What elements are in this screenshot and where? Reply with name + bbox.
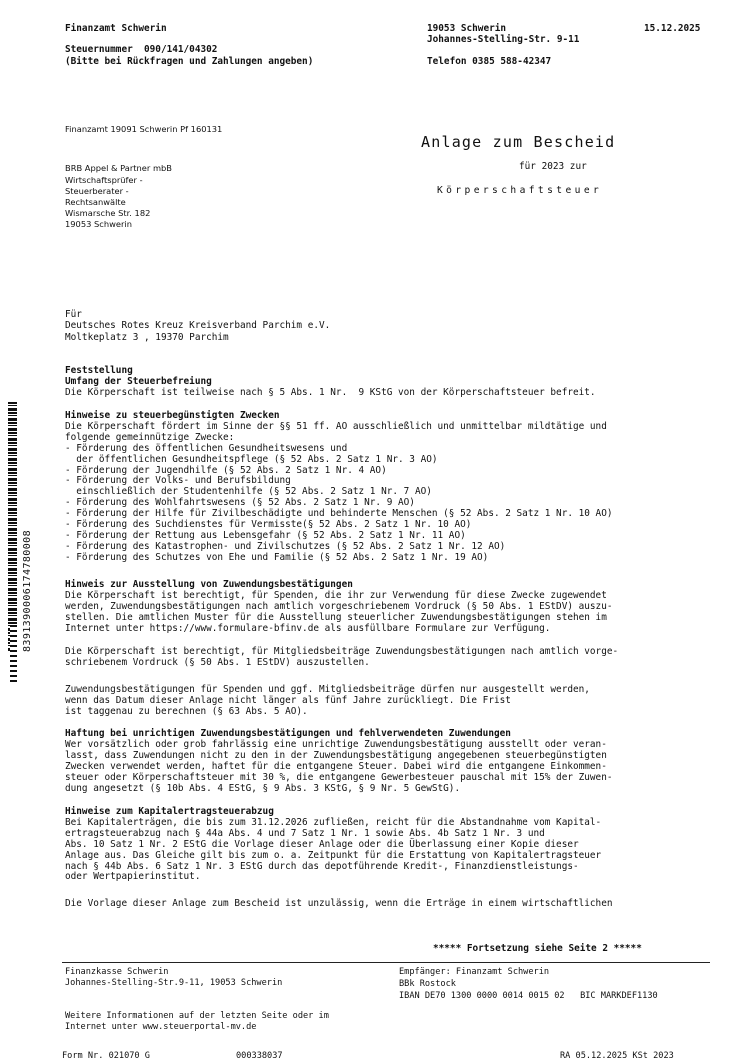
body-line: werden, Zuwendungsbestätigungen nach amtlich vorgeschriebenem Vordruck (§ 50 Abs. 1 EStDV) auszu- — [65, 600, 613, 612]
body-line: - Förderung des Wohlfahrtswesens (§ 52 Abs. 2 Satz 1 Nr. 9 AO) — [65, 497, 415, 509]
body-line: Die Vorlage dieser Anlage zum Bescheid ist unzulässig, wenn die Erträge in einem wirtschaftlichen — [65, 898, 613, 909]
section-heading: Hinweise zum Kapitalertragsteuerabzug — [65, 806, 274, 817]
body-line: steuer oder Körperschaftsteuer mit 30 %, die entgangene Gewerbesteuer pauschal mit 15% der Zuwen- — [65, 771, 613, 783]
body-line: Abs. 10 Satz 1 Nr. 2 EStG die Vorlage dieser Anlage oder die Überlassung einer Kopie dieser — [65, 838, 579, 850]
footer-info: Weitere Informationen auf der letzten Seite oder im — [65, 1011, 329, 1021]
recipient-line: BRB Appel & Partner mbB — [65, 163, 172, 173]
scan-marks — [10, 625, 17, 685]
body-line: - Förderung der Jugendhilfe (§ 52 Abs. 2 Satz 1 Nr. 4 AO) — [65, 464, 387, 476]
body-line: Internet unter https://www.formulare-bfinv.de als ausfüllbare Formulare zur Verfügung. — [65, 622, 551, 634]
form-number: Form Nr. 021070 G — [62, 1051, 150, 1061]
body-line: - Förderung der Hilfe für Zivilbeschädigte und behinderte Menschen (§ 52 Abs. 2 Satz 1 Nr. 10 AO) — [65, 508, 613, 520]
organization-address: Moltkeplatz 3 , 19370 Parchim — [65, 332, 229, 343]
body-line: ertragsteuerabzug nach § 44a Abs. 4 und 7 Satz 1 Nr. 1 sowie Abs. 4b Satz 1 Nr. 3 und — [65, 827, 545, 839]
recipient-line: 19053 Schwerin — [65, 219, 132, 229]
body-line: Umfang der Steuerbefreiung — [65, 375, 212, 387]
body-line: wenn das Datum dieser Anlage nicht länger als fünf Jahre zurückliegt. Die Frist — [65, 694, 511, 706]
body-line: - Förderung des Katastrophen- und Zivilschutzes (§ 52 Abs. 2 Satz 1 Nr. 12 AO) — [65, 540, 506, 552]
body-line: nach § 44b Abs. 6 Satz 1 Nr. 3 EStG durch das depotführende Kredit-, Finanzdienstleistungs- — [65, 860, 579, 872]
footer-website: Internet unter www.steuerportal-mv.de — [65, 1022, 257, 1032]
body-line: - Förderung des öffentlichen Gesundheitswesens und — [65, 442, 348, 454]
footer-cashier-address: Johannes-Stelling-Str.9-11, 19053 Schwerin — [65, 978, 283, 988]
footer-bank: BBk Rostock — [399, 979, 456, 989]
body-line: Anlage aus. Das Gleiche gilt bis zum o. a. Zeitpunkt für die Erstattung von Kapitalertragsteuer — [65, 849, 602, 861]
body-line: einschließlich der Studentenhilfe (§ 52 Abs. 2 Satz 1 Nr. 7 AO) — [65, 486, 432, 498]
organization-name: Deutsches Rotes Kreuz Kreisverband Parchim e.V. — [65, 320, 331, 331]
body-line: Die Körperschaft ist berechtigt, für Spenden, die ihr zur Verwendung für diese Zwecke zugewendet — [65, 589, 607, 601]
form-reference: RA 05.12.2025 KSt 2023 — [560, 1051, 674, 1061]
body-line: dung angesetzt (§ 10b Abs. 4 EStG, § 9 Abs. 3 KStG, § 9 Nr. 5 GewStG). — [65, 782, 461, 794]
continuation-note: ***** Fortsetzung siehe Seite 2 ***** — [433, 943, 642, 954]
body-line: Bei Kapitalerträgen, die bis zum 31.12.2026 zufließen, reicht für die Abstandnahme vom Kapital- — [65, 816, 602, 828]
section-heading: Hinweise zu steuerbegünstigten Zwecken — [65, 410, 280, 421]
body-line: - Förderung des Suchdienstes für Vermisste(§ 52 Abs. 2 Satz 1 Nr. 10 AO) — [65, 519, 472, 530]
footer-iban: IBAN DE70 1300 0000 0014 0015 02 BIC MARKDEF1130 — [399, 991, 658, 1001]
document-date: 15.12.2025 — [644, 23, 701, 34]
footer-divider — [62, 962, 710, 963]
recipient-line: Wismarsche Str. 182 — [65, 208, 151, 218]
body-line: Wer vorsätzlich oder grob fahrlässig eine unrichtige Zuwendungsbestätigung ausstellt oder veran- — [65, 738, 607, 750]
body-line: Zwecken verwendet werden, haftet für die entgangene Steuer. Dabei wird die entgangene Einkommen- — [65, 760, 607, 772]
footer-cashier: Finanzkasse Schwerin — [65, 967, 169, 977]
barcode — [8, 402, 17, 652]
recipient-line: Rechtsanwälte — [65, 197, 126, 207]
body-line: - Förderung der Rettung aus Lebensgefahr (§ 52 Abs. 2 Satz 1 Nr. 11 AO) — [65, 529, 466, 541]
body-line: ist taggenau zu berechnen (§ 63 Abs. 5 AO). — [65, 705, 308, 717]
footer-payee: Empfänger: Finanzamt Schwerin — [399, 967, 550, 977]
body-line: Zuwendungsbestätigungen für Spenden und ggf. Mitgliedsbeiträge dürfen nur ausgestellt werden, — [65, 684, 590, 695]
tax-number: Steuernummer 090/141/04302 — [65, 44, 218, 55]
tax-number-hint: (Bitte bei Rückfragen und Zahlungen angeben) — [65, 56, 314, 67]
body-line: - Förderung des Schutzes von Ehe und Familie (§ 52 Abs. 2 Satz 1 Nr. 19 AO) — [65, 551, 489, 563]
section-heading: Feststellung — [65, 365, 133, 376]
office-city: 19053 Schwerin — [427, 23, 507, 34]
form-code: 000338037 — [236, 1051, 283, 1061]
body-line: Die Körperschaft ist teilweise nach § 5 Abs. 1 Nr. 9 KStG von der Körperschaftsteuer befreit. — [65, 386, 596, 398]
body-line: lasst, dass Zuwendungen nicht zu den in der Zuwendungsbestätigung angegebenen steuerbegünstigten — [65, 749, 607, 761]
document-year: für 2023 zur — [519, 161, 587, 172]
document-title: Anlage zum Bescheid — [421, 133, 616, 151]
sender-return-line: Finanzamt 19091 Schwerin Pf 160131 — [65, 124, 223, 134]
body-line: oder Wertpapierinstitut. — [65, 871, 201, 883]
for-label: Für — [65, 309, 82, 320]
body-line: folgende gemeinnützige Zwecke: — [65, 431, 235, 443]
tax-type: Körperschaftsteuer — [437, 185, 603, 196]
section-heading: Haftung bei unrichtigen Zuwendungsbestätigungen und fehlverwendeten Zuwendungen — [65, 728, 511, 739]
barcode-number: 8391390006174780008 — [22, 530, 33, 652]
body-line: Die Körperschaft fördert im Sinne der §§ 51 ff. AO ausschließlich und unmittelbar mildtätige und — [65, 420, 607, 432]
body-line: Die Körperschaft ist berechtigt, für Mitgliedsbeiträge Zuwendungsbestätigungen nach amtlich vorge- — [65, 646, 619, 657]
recipient-line: Wirtschaftsprüfer - — [65, 175, 143, 185]
section-heading: Hinweis zur Ausstellung von Zuwendungsbestätigungen — [65, 579, 353, 590]
office-street: Johannes-Stelling-Str. 9-11 — [427, 34, 580, 45]
office-phone: Telefon 0385 588-42347 — [427, 56, 552, 67]
body-line: der öffentlichen Gesundheitspflege (§ 52 Abs. 2 Satz 1 Nr. 3 AO) — [65, 453, 438, 465]
recipient-line: Steuerberater - — [65, 186, 129, 196]
body-line: stellen. Die amtlichen Muster für die Ausstellung steuerlicher Zuwendungsbestätigungen stehen im — [65, 611, 607, 623]
body-line: - Förderung der Volks- und Berufsbildung — [65, 475, 291, 487]
office-name: Finanzamt Schwerin — [65, 23, 167, 34]
body-line: schriebenem Vordruck (§ 50 Abs. 1 EStDV) auszustellen. — [65, 656, 370, 668]
